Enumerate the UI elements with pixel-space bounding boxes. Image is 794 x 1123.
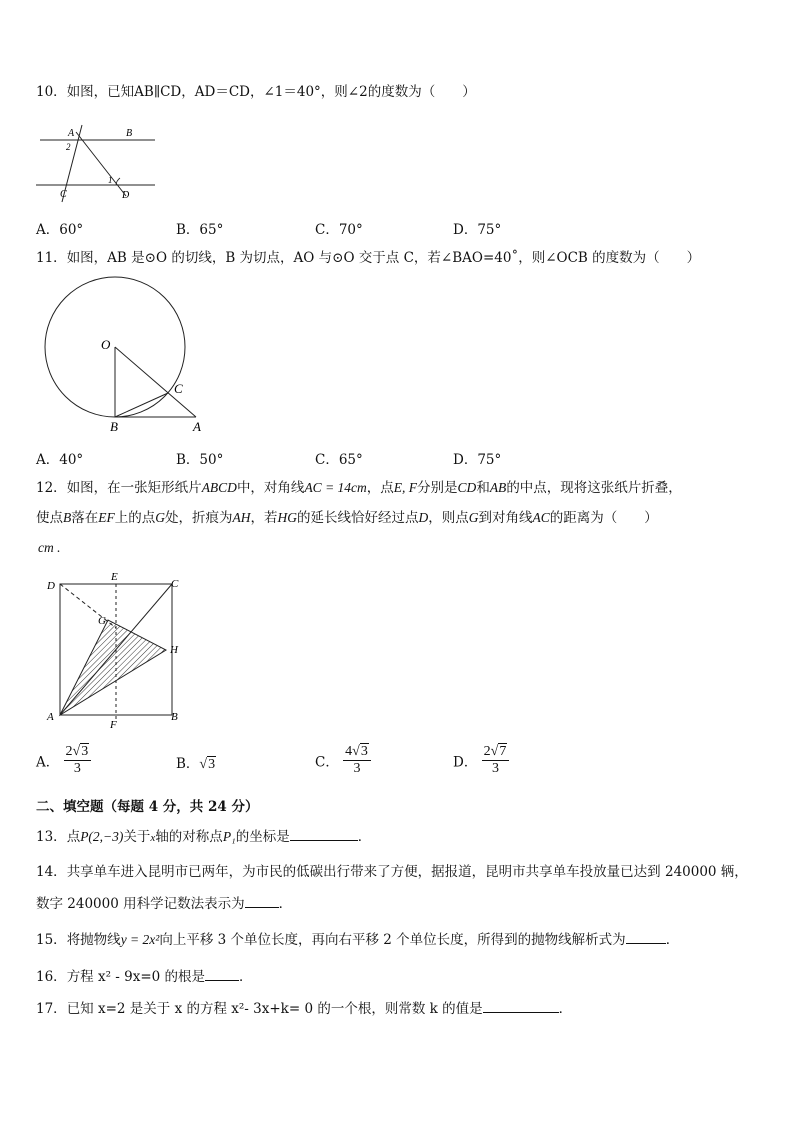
question-12-line-3: cm . [38, 540, 61, 555]
q16-answer-blank[interactable] [205, 966, 239, 981]
question-17: 17．已知 x=2 是关于 x 的方程 x²- 3x+k= 0 的一个根，则常数 k 的值是 ． [36, 998, 572, 1019]
q10-option-d[interactable]: D．75° [453, 222, 502, 238]
q12-figure [40, 570, 190, 728]
q10-figure [30, 120, 160, 204]
q10-label-d: D [122, 190, 130, 201]
q11-option-d[interactable]: D．75° [453, 452, 502, 468]
q11-figure [40, 276, 210, 436]
q10-label-1: 1 [108, 175, 113, 185]
question-14-line-1: 14．共享单车进入昆明市已两年，为市民的低碳出行带来了方便，据报道，昆明市共享单车投放量已达到 240000 辆， [36, 864, 748, 880]
q10-label-c: C [60, 189, 67, 200]
q12-label-e: E [111, 571, 118, 583]
q12-label-c: C [171, 578, 179, 590]
question-14-line-2: 数字 240000 用科学记数法表示为 ． [36, 893, 292, 914]
q12-label-h: H [170, 644, 178, 656]
question-12-line-1: 12．如图，在一张矩形纸片ABCD中，对角线AC = 14cm，点E, F分别是CD和AB的中点，现将这张纸片折叠， [36, 480, 682, 496]
q11-label-c: C [174, 381, 183, 396]
segment-bc [115, 393, 168, 417]
q10-label-2: 2 [66, 142, 71, 152]
question-16: 16．方程 x² - 9x=0 的根是 ． [36, 966, 253, 987]
q11-option-b[interactable]: B．50° [176, 452, 224, 468]
q11-label-b: B [110, 419, 118, 434]
q12-option-d[interactable]: D． $\frac{2√7}{3}$ [453, 744, 509, 777]
question-12-line-2: 使点B落在EF上的点G处，折痕为AH，若HG的延长线恰好经过点D，则点G到对角线AC的距离为（ ） [36, 510, 658, 526]
q17-answer-blank[interactable] [483, 998, 559, 1013]
q12-option-b[interactable]: B．√3 [176, 756, 216, 772]
q11-label-a: A [193, 419, 201, 434]
q12-label-g: G [98, 615, 106, 627]
q10-option-a[interactable]: A．60° [36, 222, 84, 238]
q13-answer-blank[interactable] [290, 826, 358, 841]
line-ad [76, 132, 126, 196]
q15-answer-blank[interactable] [626, 929, 666, 944]
q12-option-c[interactable]: C． $\frac{4√3}{3}$ [315, 744, 371, 777]
folded-triangle [60, 620, 166, 715]
question-11-stem: 11．如图，AB 是⊙O 的切线，B 为切点，AO 与⊙O 交于点 C，若∠BAO=40˚，则∠OCB 的度数为（ ） [36, 250, 701, 266]
q10-option-b[interactable]: B．65° [176, 222, 224, 238]
q10-label-a: A [68, 128, 75, 139]
q12-label-b: B [171, 711, 178, 723]
question-10-stem: 10．如图，已知AB∥CD，AD＝CD，∠1＝40°，则∠2的度数为（ ） [36, 84, 476, 100]
q11-option-a[interactable]: A．40° [36, 452, 84, 468]
q12-option-a[interactable]: A． $\frac{2√3}{3}$ [36, 744, 91, 777]
section-fill-in-heading: 二、填空题（每题 4 分，共 24 分） [36, 799, 259, 815]
q10-option-c[interactable]: C．70° [315, 222, 363, 238]
q11-label-o: O [101, 337, 111, 352]
q12-label-d: D [47, 580, 55, 592]
question-15: 15．将抛物线y = 2x²向上平移 3 个单位长度，再向右平移 2 个单位长度，所得到的抛物线解析式为 ． [36, 929, 679, 950]
q14-answer-blank[interactable] [245, 893, 279, 908]
question-13: 13．点P(2,−3)关于x轴的对称点P₁的坐标是 ． [36, 826, 371, 848]
q11-option-c[interactable]: C．65° [315, 452, 363, 468]
q10-label-b: B [126, 128, 133, 139]
q12-label-a: A [47, 711, 54, 723]
q12-label-f: F [110, 719, 117, 728]
